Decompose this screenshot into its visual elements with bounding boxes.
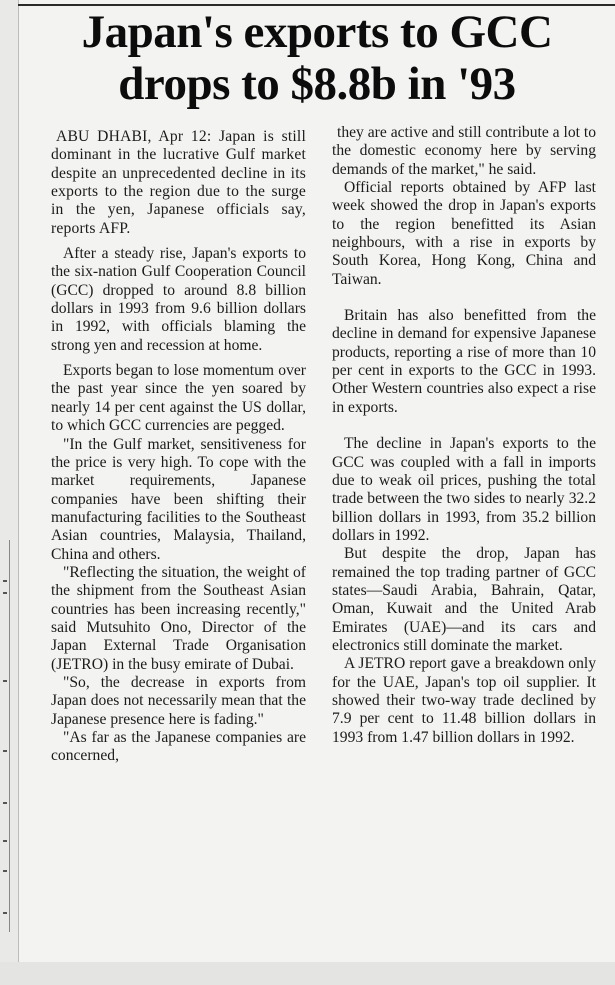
paragraph: Official reports obtained by AFP last week showed the drop in Japan's exports to the region benefitted its Asian neighbours, with a rise in exports by South Korea, Hong Kong, China and Taiwan.	[332, 179, 596, 288]
paragraph: But despite the drop, Japan has remained the top trading partner of GCC states—Saudi Arabia, Bahrain, Qatar, Oman, Kuwait and the United Arab Emirates (UAE)—and its cars and electronics still dominate the market.	[332, 545, 596, 654]
paragraph: "In the Gulf market, sensitiveness for the price is very high. To cope with the market requirements, Japanese companies have been shifting their manufacturing facilities to the Southeast Asian countries, Malaysia, Thailand, China and others.	[51, 435, 306, 563]
adjacent-column-fragment	[2, 540, 12, 932]
paragraph: "As far as the Japanese companies are concerned,	[51, 729, 306, 765]
right-column	[332, 124, 596, 747]
headline-line-1: Japan's exports to GCC	[81, 6, 553, 58]
left-column	[51, 128, 306, 766]
paragraph: ABU DHABI, Apr 12: Japan is still dominant in the lucrative Gulf market despite an unprecedented decline in its exports to the region due to the surge in the yen, Japanese officials say, reports AFP.	[51, 128, 306, 237]
paragraph: The decline in Japan's exports to the GCC was coupled with a fall in imports due to weak oil prices, pushing the total trade between the two sides to nearly 32.2 billion dollars in 1993, from 35.2 billion dollars in 1992.	[332, 435, 596, 544]
paragraph: "Reflecting the situation, the weight of the shipment from the Southeast Asian countries has been increasing recently," said Mutsuhito Ono, Director of the Japan External Trade Organisation (JETRO) in the busy emirate of Dubai.	[51, 563, 306, 673]
paragraph: A JETRO report gave a breakdown only for the UAE, Japan's top oil supplier. It showed their two-way trade declined by 7.9 per cent to 11.48 billion dollars in 1993 from 1.47 billion dollars in 1992.	[332, 655, 596, 746]
paragraph: After a steady rise, Japan's exports to the six-nation Gulf Cooperation Council (GCC) dropped to around 8.8 billion dollars in 1993 from 9.6 billion dollars in 1992, with officials blaming the strong yen and recession at home.	[51, 245, 306, 354]
headline-line-2: drops to $8.8b in '93	[118, 58, 516, 110]
paragraph: "So, the decrease in exports from Japan does not necessarily mean that the Japanese presence here is fading."	[51, 673, 306, 728]
headline	[22, 6, 612, 110]
paragraph: they are active and still contribute a lot to the domestic economy here by serving demands of the market," he said.	[332, 124, 596, 178]
paragraph: Exports began to lose momentum over the past year since the yen soared by nearly 14 per cent against the US dollar, to which GCC currencies are pegged.	[51, 362, 306, 435]
page-margin	[0, 962, 615, 985]
paragraph: Britain has also benefitted from the decline in demand for expensive Japanese products, reporting a rise of more than 10 per cent in exports to the GCC in 1993. Other Western countries also expect a rise in exports.	[332, 307, 596, 416]
